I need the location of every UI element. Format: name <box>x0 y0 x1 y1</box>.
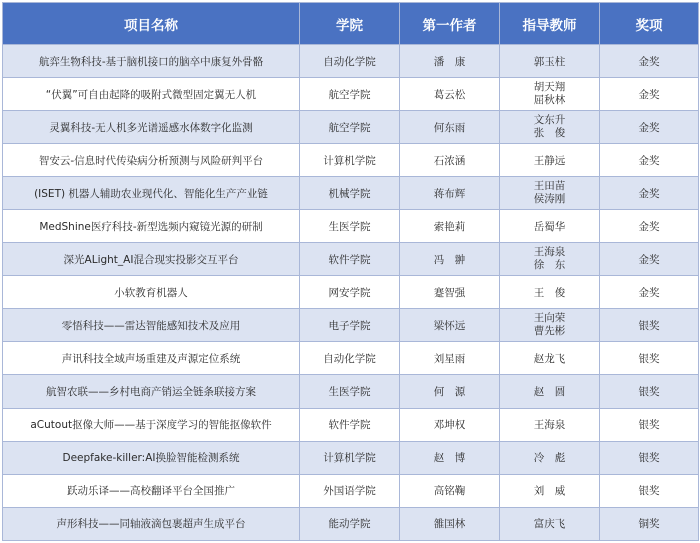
first-author-cell: 石浓涵 <box>400 144 500 177</box>
first-author-cell: 雒国林 <box>400 507 500 540</box>
award-cell: 金奖 <box>600 144 699 177</box>
project-name-cell: 小软教育机器人 <box>3 276 300 309</box>
project-name-cell: “伏翼”可自由起降的吸附式微型固定翼无人机 <box>3 78 300 111</box>
advisor-cell <box>500 408 600 441</box>
first-author-cell: 邓坤权 <box>400 408 500 441</box>
project-name-cell: Deepfake-killer:AI换脸智能检测系统 <box>3 441 300 474</box>
table-row <box>3 78 699 111</box>
advisor-name: 刘 威 <box>533 485 566 498</box>
advisor-cell <box>500 507 600 540</box>
table-row <box>3 375 699 408</box>
college-cell: 航空学院 <box>300 78 400 111</box>
college-cell: 自动化学院 <box>300 45 400 78</box>
header-college: 学院 <box>300 3 400 45</box>
advisor-name: 侯涛刚 <box>533 193 566 206</box>
advisor-name: 徐 东 <box>533 259 566 272</box>
advisor-name: 王静远 <box>533 154 566 167</box>
award-cell: 金奖 <box>600 45 699 78</box>
project-name-cell: MedShine医疗科技-新型选频内窥镜光源的研制 <box>3 210 300 243</box>
table-row <box>3 111 699 144</box>
advisor-cell <box>500 78 600 111</box>
award-cell: 银奖 <box>600 474 699 507</box>
award-cell: 银奖 <box>600 375 699 408</box>
college-cell: 能动学院 <box>300 507 400 540</box>
project-name-cell: 航弈生物科技-基于脑机接口的脑卒中康复外骨骼 <box>3 45 300 78</box>
advisor-cell <box>500 144 600 177</box>
college-cell: 电子学院 <box>300 309 400 342</box>
first-author-cell: 蒋布辉 <box>400 177 500 210</box>
header-first-author: 第一作者 <box>400 3 500 45</box>
award-cell: 金奖 <box>600 210 699 243</box>
college-cell: 自动化学院 <box>300 342 400 375</box>
project-name-cell: 智安云-信息时代传染病分析预测与风险研判平台 <box>3 144 300 177</box>
award-cell: 金奖 <box>600 78 699 111</box>
first-author-cell: 蹇智强 <box>400 276 500 309</box>
award-cell: 金奖 <box>600 177 699 210</box>
project-name-cell: (ISET) 机器人辅助农业现代化、智能化生产产业链 <box>3 177 300 210</box>
award-cell: 银奖 <box>600 441 699 474</box>
advisor-name: 张 俊 <box>533 127 566 140</box>
advisor-name: 王向荣 <box>533 312 566 325</box>
project-name-cell: 航智农联——乡村电商产销运全链条联接方案 <box>3 375 300 408</box>
header-project: 项目名称 <box>3 3 300 45</box>
awards-table <box>2 2 699 541</box>
advisor-name: 赵龙飞 <box>533 352 566 365</box>
advisor-name: 富庆飞 <box>533 518 566 531</box>
first-author-cell: 高铭鞠 <box>400 474 500 507</box>
table-row <box>3 507 699 540</box>
advisor-cell <box>500 111 600 144</box>
project-name-cell: 声形科技——同轴液滴包裹超声生成平台 <box>3 507 300 540</box>
table-header <box>3 3 699 45</box>
award-cell: 银奖 <box>600 342 699 375</box>
header-award: 奖项 <box>600 3 699 45</box>
advisor-cell <box>500 177 600 210</box>
first-author-cell: 冯 翀 <box>400 243 500 276</box>
award-cell: 银奖 <box>600 408 699 441</box>
project-name-cell: 零悟科技——雷达智能感知技术及应用 <box>3 309 300 342</box>
table-row <box>3 276 699 309</box>
project-name-cell: 跃动乐译——高校翻译平台全国推广 <box>3 474 300 507</box>
advisor-name: 王海泉 <box>533 246 566 259</box>
advisor-name: 文东升 <box>533 114 566 127</box>
award-cell: 金奖 <box>600 276 699 309</box>
advisor-cell <box>500 342 600 375</box>
advisor-name: 王 俊 <box>533 286 566 299</box>
first-author-cell: 何东雨 <box>400 111 500 144</box>
table-row <box>3 441 699 474</box>
advisor-cell <box>500 276 600 309</box>
advisor-name: 郭玉柱 <box>533 55 566 68</box>
advisor-name: 冷 彪 <box>533 452 566 465</box>
header-advisor: 指导教师 <box>500 3 600 45</box>
advisor-name: 赵 圆 <box>533 385 566 398</box>
table-row <box>3 177 699 210</box>
project-name-cell: 声讯科技全域声场重建及声源定位系统 <box>3 342 300 375</box>
advisor-name: 胡天翔 <box>533 81 566 94</box>
college-cell: 网安学院 <box>300 276 400 309</box>
project-name-cell: 深光ALight_AI混合现实投影交互平台 <box>3 243 300 276</box>
advisor-name: 王海泉 <box>533 419 566 432</box>
header-row <box>3 3 699 45</box>
table-row <box>3 408 699 441</box>
advisor-name: 王田苗 <box>533 180 566 193</box>
advisor-cell <box>500 210 600 243</box>
table-row <box>3 45 699 78</box>
college-cell: 外国语学院 <box>300 474 400 507</box>
first-author-cell: 赵 博 <box>400 441 500 474</box>
advisor-cell <box>500 45 600 78</box>
college-cell: 软件学院 <box>300 408 400 441</box>
college-cell: 计算机学院 <box>300 144 400 177</box>
college-cell: 生医学院 <box>300 210 400 243</box>
table-row <box>3 309 699 342</box>
award-cell: 金奖 <box>600 243 699 276</box>
first-author-cell: 潘 康 <box>400 45 500 78</box>
project-name-cell: 灵翼科技-无人机多光谱遥感水体数字化监测 <box>3 111 300 144</box>
award-cell: 金奖 <box>600 111 699 144</box>
advisor-name: 曹先彬 <box>533 325 566 338</box>
college-cell: 计算机学院 <box>300 441 400 474</box>
table-row <box>3 144 699 177</box>
table-row <box>3 342 699 375</box>
table-row <box>3 474 699 507</box>
first-author-cell: 索艳莉 <box>400 210 500 243</box>
college-cell: 生医学院 <box>300 375 400 408</box>
first-author-cell: 梁怀远 <box>400 309 500 342</box>
advisor-cell <box>500 441 600 474</box>
award-cell: 银奖 <box>600 309 699 342</box>
advisor-cell <box>500 243 600 276</box>
project-name-cell: aCutout抠像大师——基于深度学习的智能抠像软件 <box>3 408 300 441</box>
table-body <box>3 45 699 541</box>
first-author-cell: 葛云松 <box>400 78 500 111</box>
college-cell: 机械学院 <box>300 177 400 210</box>
college-cell: 软件学院 <box>300 243 400 276</box>
award-cell: 铜奖 <box>600 507 699 540</box>
table-row <box>3 243 699 276</box>
first-author-cell: 何 源 <box>400 375 500 408</box>
advisor-cell <box>500 309 600 342</box>
table-row <box>3 210 699 243</box>
advisor-cell <box>500 375 600 408</box>
advisor-cell <box>500 474 600 507</box>
college-cell: 航空学院 <box>300 111 400 144</box>
first-author-cell: 刘星雨 <box>400 342 500 375</box>
advisor-name: 屈秋林 <box>533 94 566 107</box>
advisor-name: 岳蜀华 <box>533 220 566 233</box>
